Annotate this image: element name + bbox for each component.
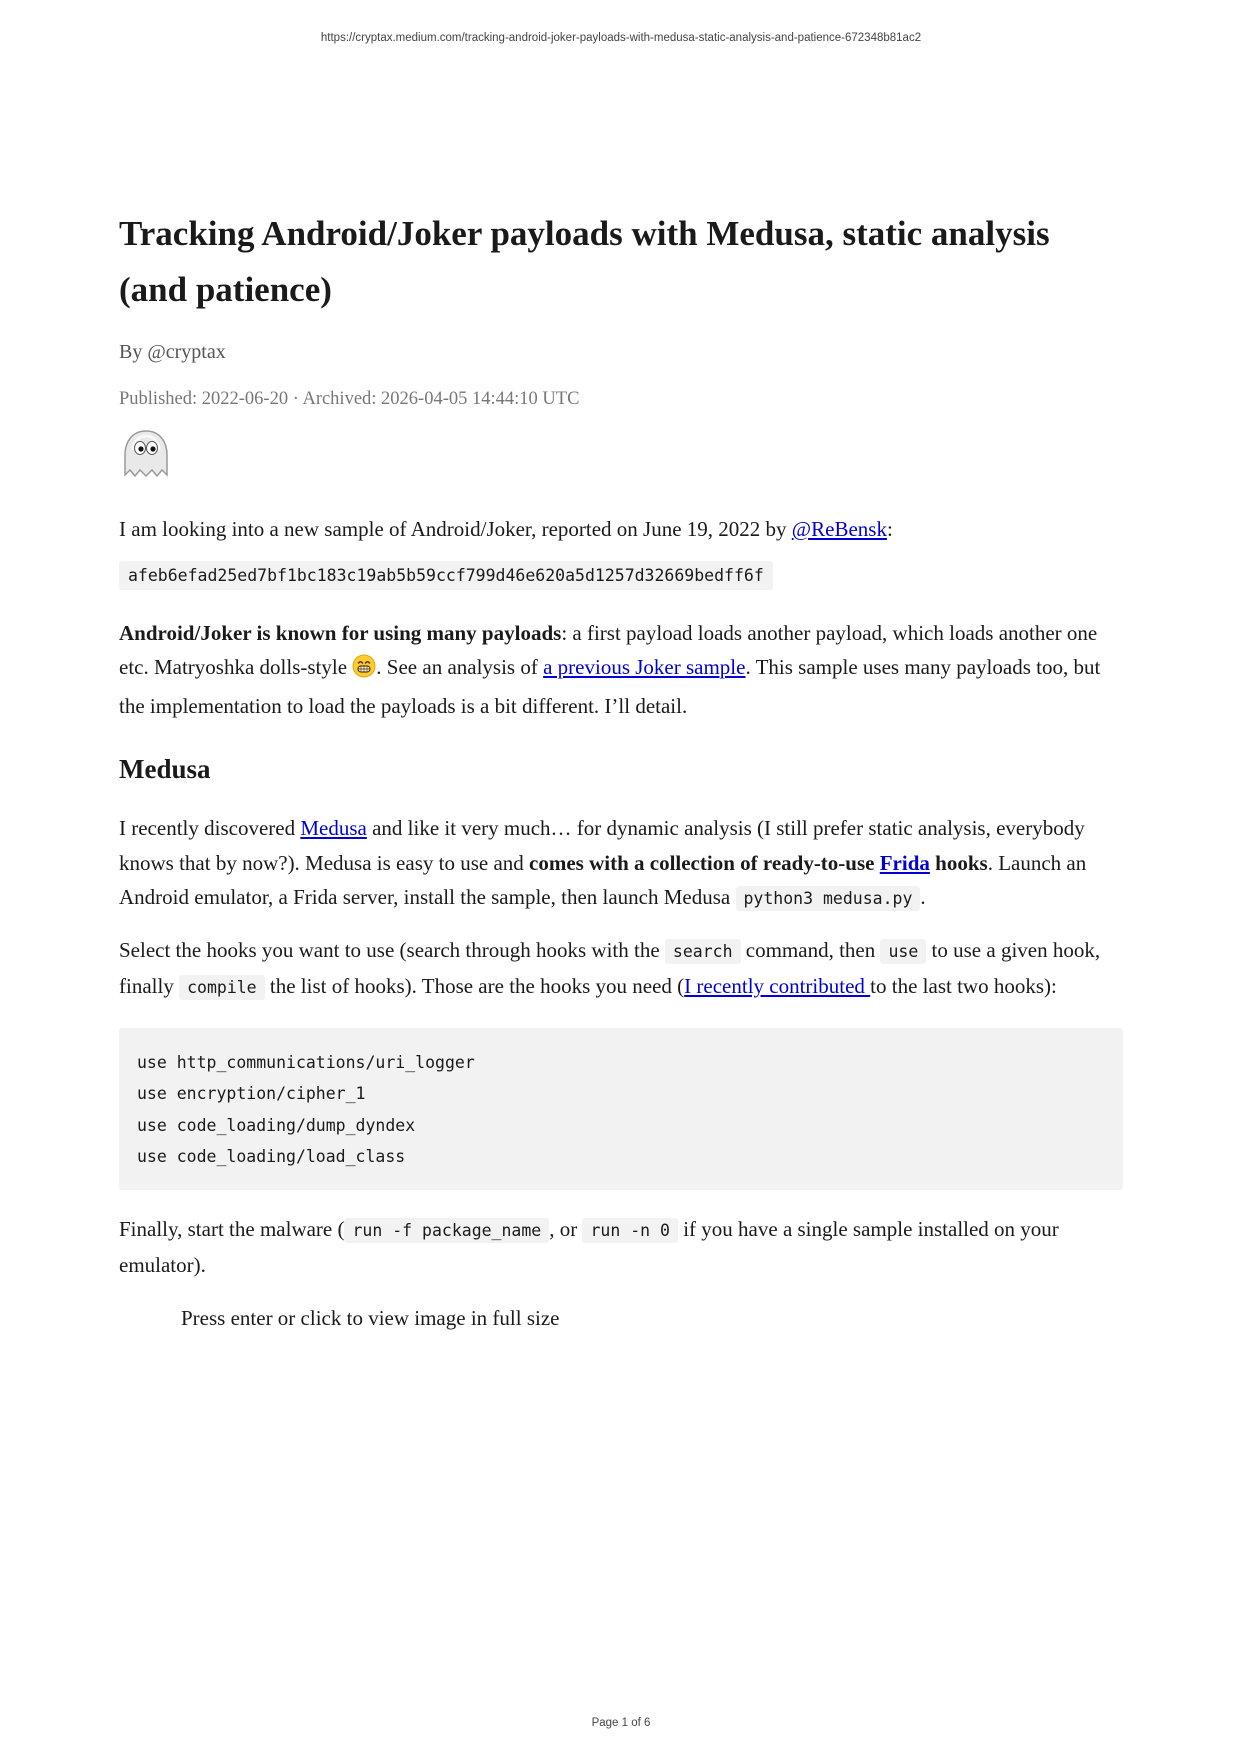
select-text-2: command, then [740, 937, 881, 962]
code-line: use code_loading/dump_dyndex [137, 1115, 416, 1135]
medusa-text-2: and like it very much… for dynamic analysis (I still prefer static analysis, everybody knows that by now?). Medusa is easy to use and [119, 816, 1085, 875]
medusa-text-3: . Launch an Android emulator, a Frida server, install the sample, then launch Medusa [119, 850, 1087, 909]
grinning-face-icon [352, 654, 376, 689]
joker-text-1: : a first payload loads another payload, which loads another one etc. Matryoshka dolls-style [119, 620, 1098, 679]
previous-joker-sample-link[interactable]: a previous Joker sample [543, 655, 746, 679]
intro-colon: : [886, 517, 893, 541]
code-line: use code_loading/load_class [137, 1147, 406, 1166]
finally-paragraph [119, 1212, 1123, 1283]
joker-paragraph [119, 616, 1123, 724]
page-url: https://cryptax.medium.com/tracking-android-joker-payloads-with-medusa-static-analysis-and-patience-672348b81ac2 [320, 32, 922, 44]
intro-text: I am looking into a new sample of Android/Joker, reported on June 19, 2022 by [119, 517, 792, 541]
image-caption[interactable]: Press enter or click to view image in full size [181, 1305, 560, 1330]
hooks-code-block [119, 1028, 1123, 1190]
medusa-text-4: . [920, 885, 926, 909]
use-command-code: use [880, 939, 926, 964]
select-text-4: the list of hooks). Those are the hooks you need ( [264, 974, 685, 998]
select-text-3: to use a given hook, finally [119, 937, 1101, 998]
recently-contributed-link[interactable]: I recently contributed [684, 974, 871, 998]
run-n-code: run -n 0 [582, 1218, 677, 1243]
rebensk-link[interactable]: @ReBensk [791, 517, 887, 541]
select-text-5: to the last two hooks): [870, 974, 1057, 998]
intro-paragraph [119, 512, 1123, 547]
code-line: use http_communications/uri_logger [137, 1052, 475, 1072]
page-footer: Page 1 of 6 [591, 1717, 651, 1729]
article-byline: By @cryptax [119, 341, 226, 363]
search-command-code: search [665, 939, 741, 964]
ghost-icon [119, 428, 173, 482]
section-heading-medusa: Medusa [119, 754, 211, 784]
sample-hash: afeb6efad25ed7bf1bc183c19ab5b59ccf799d46e620a5d1257d32669bedff6f [119, 561, 773, 590]
frida-link[interactable]: Frida [879, 850, 930, 875]
medusa-link[interactable]: Medusa [300, 816, 367, 840]
article [119, 206, 1123, 1335]
code-line: use encryption/cipher_1 [137, 1084, 366, 1103]
medusa-paragraph [119, 811, 1123, 917]
medusa-bold-1: comes with a collection of ready-to-use [529, 850, 880, 875]
finally-text-1: Finally, start the malware ( [119, 1216, 345, 1241]
joker-text-2: . See an analysis of [376, 655, 544, 679]
compile-command-code: compile [179, 975, 265, 1000]
select-hooks-paragraph [119, 933, 1123, 1006]
medusa-command-code: python3 medusa.py [736, 886, 921, 911]
article-meta: Published: 2022-06-20 · Archived: 2026-04-05 14:44:10 UTC [119, 389, 580, 409]
joker-text-3: . This sample uses many payloads too, but the implementation to load the payloads is a bit different. I’ll detail. [119, 655, 1101, 718]
article-title: Tracking Android/Joker payloads with Medusa, static analysis (and patience) [119, 214, 1050, 309]
medusa-bold-2: hooks [929, 850, 988, 875]
select-text-1: Select the hooks you want to use (search through hooks with the [119, 937, 665, 962]
finally-text-3: if you have a single sample installed on your emulator). [119, 1216, 1059, 1277]
medusa-text-1: I recently discovered [119, 816, 301, 840]
finally-text-2: , or [549, 1216, 583, 1241]
run-f-code: run -f package_name [344, 1218, 549, 1243]
joker-bold-text: Android/Joker is known for using many payloads [119, 620, 562, 645]
